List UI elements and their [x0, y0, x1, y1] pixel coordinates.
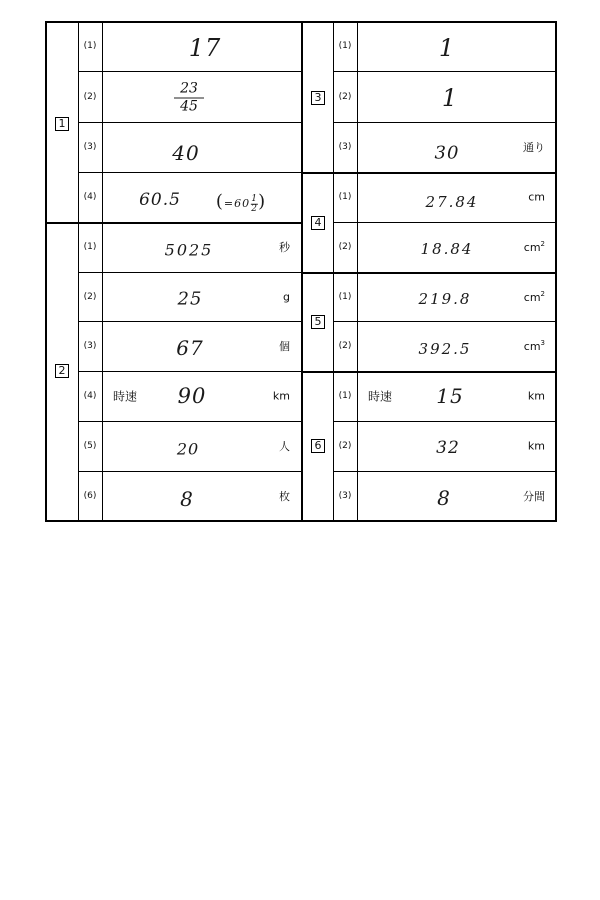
section-label-4: 4	[311, 216, 325, 230]
question-number: (2)	[338, 242, 352, 252]
row-rule	[78, 172, 301, 173]
question-number: (1)	[338, 391, 352, 401]
question-number: (1)	[83, 242, 97, 252]
answer-6-1: 15	[436, 384, 464, 408]
speed-prefix: 時速	[368, 389, 393, 404]
unit-label: g	[283, 290, 290, 304]
answer-3-2: 1	[441, 84, 459, 112]
answer-1-1: 17	[188, 34, 222, 62]
question-number: (4)	[83, 391, 97, 401]
equals-sign: =	[223, 196, 235, 210]
answer-1-4: 60.5	[139, 190, 181, 210]
answer-3-1: 1	[438, 34, 456, 62]
open-paren: (	[215, 190, 224, 212]
unit-exponent: 2	[540, 290, 545, 299]
question-number: (3)	[83, 341, 97, 351]
question-number: (4)	[83, 192, 97, 202]
section-rule	[301, 371, 557, 373]
question-number: (2)	[338, 441, 352, 451]
mixed-whole: 60	[234, 196, 251, 210]
close-paren: )	[258, 190, 267, 212]
question-number: (1)	[83, 41, 97, 51]
unit-label: 個	[279, 340, 290, 353]
answer-2-1: 5025	[164, 240, 214, 260]
question-number: (5)	[83, 441, 97, 451]
fraction-numerator: 23	[180, 80, 198, 97]
section-label-6: 6	[311, 439, 325, 453]
unit-label: 人	[279, 440, 290, 453]
unit-label: 通り	[523, 141, 545, 154]
question-number: (2)	[338, 341, 352, 351]
answer-1-3: 40	[172, 141, 200, 165]
question-number: (3)	[83, 142, 97, 152]
mixed-numerator: 1	[251, 193, 258, 204]
unit-label: km	[272, 389, 290, 403]
question-number: (2)	[83, 92, 97, 102]
row-rule	[78, 371, 301, 372]
section-rule	[45, 222, 301, 224]
unit-text: cm	[523, 240, 541, 254]
row-rule	[333, 71, 557, 72]
row-rule	[78, 321, 301, 322]
answer-sheet	[45, 21, 557, 522]
unit-label: km	[527, 439, 545, 453]
question-number: (1)	[338, 192, 352, 202]
unit-label	[524, 290, 545, 304]
unit-label: 枚	[279, 490, 290, 503]
unit-label: 秒	[279, 241, 290, 254]
answer-3-3: 30	[434, 142, 460, 164]
row-rule	[78, 122, 301, 123]
section-rule	[301, 172, 557, 174]
question-number: (2)	[83, 292, 97, 302]
unit-label: cm	[528, 190, 545, 204]
row-rule	[78, 421, 301, 422]
speed-prefix: 時速	[113, 389, 138, 404]
row-rule	[333, 421, 557, 422]
answer-6-2: 32	[436, 438, 460, 458]
row-rule	[333, 321, 557, 322]
answer-2-6: 8	[180, 487, 194, 511]
unit-text: cm	[523, 339, 541, 353]
answer-4-1: 27.84	[425, 193, 479, 211]
unit-label	[524, 240, 545, 254]
unit-exponent: 2	[540, 240, 545, 249]
section-label-3: 3	[311, 91, 325, 105]
unit-exponent: 3	[540, 339, 545, 348]
section-label-2: 2	[55, 364, 69, 378]
row-rule	[78, 71, 301, 72]
question-number: (6)	[83, 491, 97, 501]
answer-1-2-fraction	[174, 82, 204, 115]
fraction-denominator: 45	[180, 98, 198, 115]
row-rule	[333, 122, 557, 123]
question-number: (2)	[338, 92, 352, 102]
answer-2-2: 25	[177, 288, 203, 310]
question-number: (3)	[338, 491, 352, 501]
answer-5-2: 392.5	[418, 340, 472, 358]
answer-6-3: 8	[437, 486, 451, 510]
answer-2-3: 67	[176, 336, 204, 360]
answer-1-4-alternate	[216, 191, 266, 214]
answer-4-2: 18.84	[420, 240, 474, 258]
question-number: (1)	[338, 292, 352, 302]
unit-label: 分間	[523, 490, 545, 503]
unit-label: km	[527, 389, 545, 403]
row-rule	[333, 471, 557, 472]
answer-2-4: 90	[177, 384, 207, 408]
question-number: (1)	[338, 41, 352, 51]
unit-label	[524, 339, 545, 353]
row-rule	[78, 272, 301, 273]
mixed-denominator: 2	[251, 203, 258, 214]
question-number: (3)	[338, 142, 352, 152]
row-rule	[333, 222, 557, 223]
unit-text: cm	[523, 290, 541, 304]
row-rule	[78, 471, 301, 472]
section-rule	[301, 272, 557, 274]
section-label-5: 5	[311, 315, 325, 329]
answer-2-5: 20	[176, 439, 200, 459]
section-label-1: 1	[55, 117, 69, 131]
answer-5-1: 219.8	[418, 290, 472, 308]
